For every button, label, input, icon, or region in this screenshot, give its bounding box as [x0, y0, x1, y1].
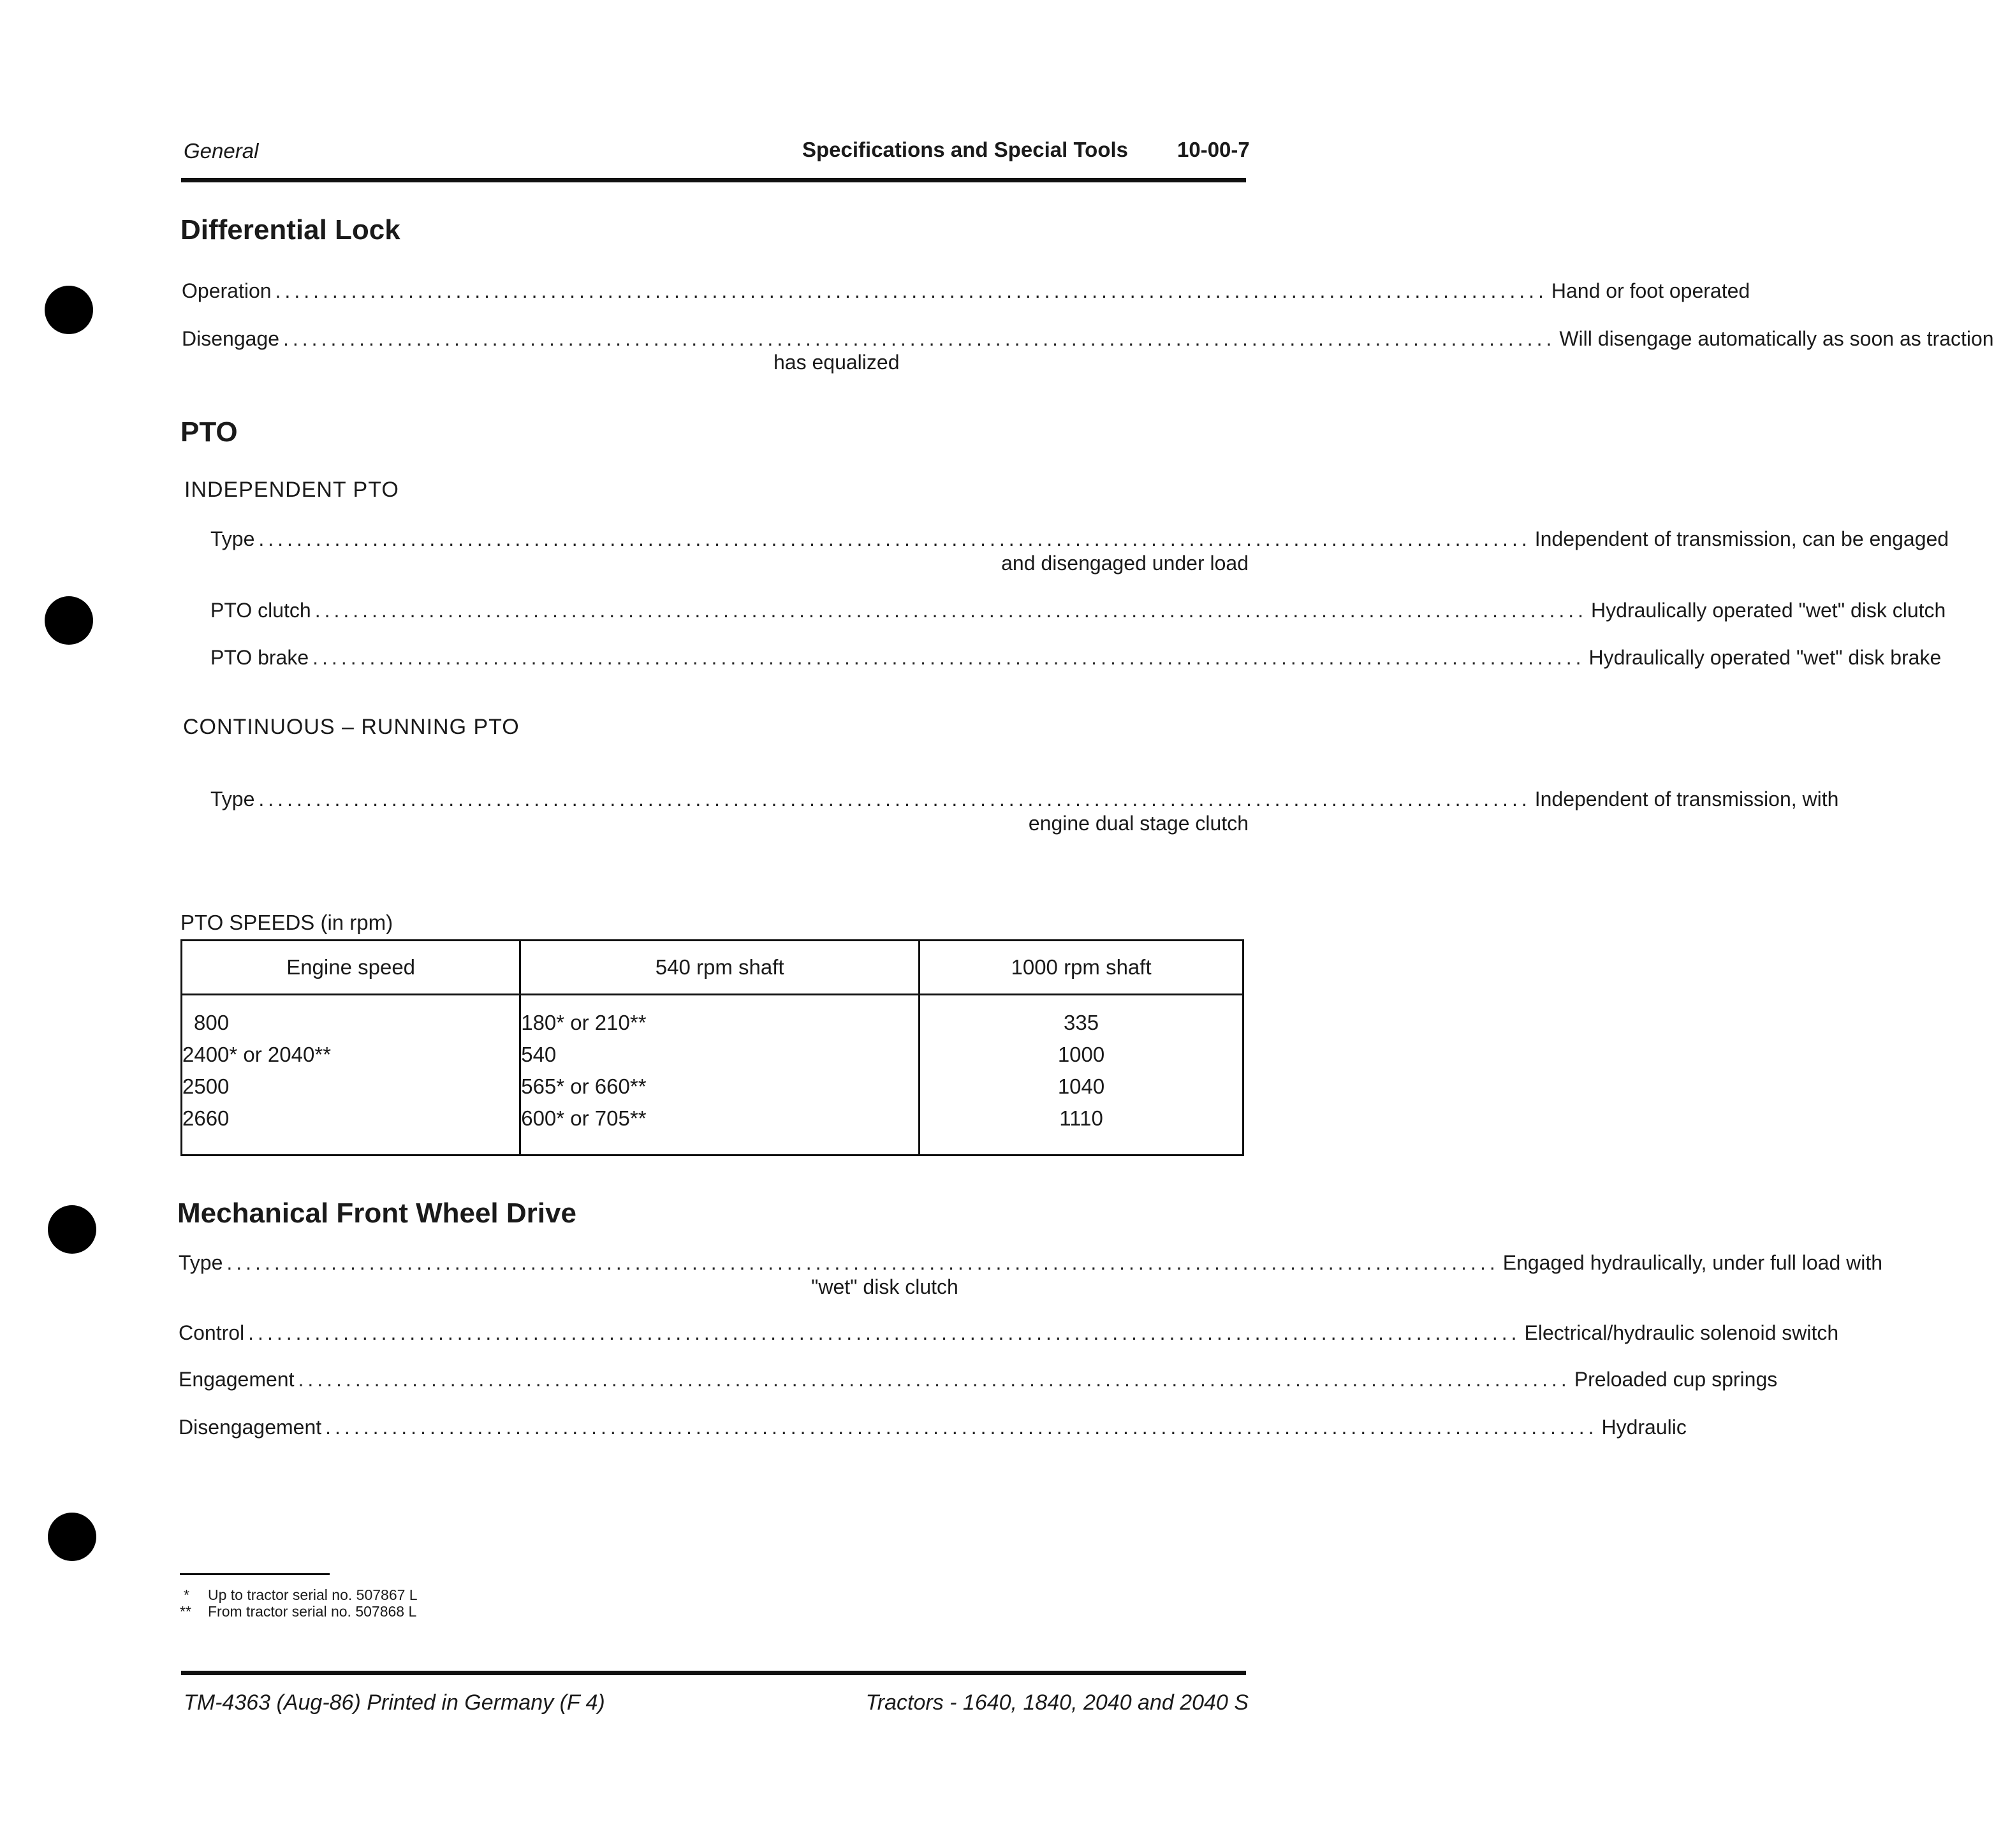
table-cell: 540	[521, 1043, 557, 1066]
spec-row-mfwd-type	[179, 1250, 1883, 1275]
spec-value: Hydraulically operated "wet" disk clutch	[1591, 599, 1946, 622]
spec-row-disengagement	[179, 1415, 1687, 1439]
spec-value: Hydraulic	[1601, 1416, 1687, 1439]
spec-label: Control	[179, 1321, 245, 1344]
table-cell: 1040	[1057, 1074, 1105, 1098]
table-cell: 2400* or 2040**	[182, 1043, 332, 1066]
column-header-1000-shaft: 1000 rpm shaft	[920, 941, 1243, 995]
spec-value: Will disengage automatically as soon as traction	[1559, 327, 1994, 350]
subheading-independent-pto: INDEPENDENT PTO	[184, 478, 399, 502]
footer-rule	[181, 1671, 1246, 1675]
spec-label: Operation	[182, 279, 272, 302]
table-cell: 600* or 705**	[521, 1106, 647, 1130]
leader-dots: ......................................................................................................................................	[312, 646, 1585, 669]
shaft-540-cell	[520, 995, 920, 1155]
punch-hole	[45, 596, 93, 645]
table-cell: 180* or 210**	[521, 1011, 647, 1034]
spec-label: Engagement	[179, 1368, 295, 1391]
spec-row-operation	[182, 279, 1750, 303]
spec-label: PTO clutch	[210, 599, 311, 622]
footnote-mark: *	[184, 1587, 189, 1603]
spec-label: Disengagement	[179, 1416, 322, 1439]
spec-value-continued: has equalized	[773, 351, 900, 374]
leader-dots: ......................................................................................................................................	[226, 1251, 1499, 1274]
spec-label: PTO brake	[210, 646, 309, 669]
header-title: Specifications and Special Tools	[802, 138, 1129, 161]
punch-hole	[48, 1513, 96, 1561]
pto-speeds-table	[180, 939, 1244, 1156]
table-cell: 800	[194, 1011, 230, 1034]
punch-hole	[45, 286, 93, 334]
spec-row-pto-brake	[210, 645, 1942, 670]
footer-left: TM-4363 (Aug-86) Printed in Germany (F 4)	[184, 1690, 605, 1715]
spec-value: Hydraulically operated "wet" disk brake	[1588, 646, 1942, 669]
leader-dots: ......................................................................................................................................	[248, 1321, 1521, 1344]
footnote-text: Up to tractor serial no. 507867 L	[208, 1587, 418, 1603]
spec-value: Engaged hydraulically, under full load with	[1502, 1251, 1883, 1274]
spec-row-independent-type	[210, 527, 1949, 551]
spec-row-pto-clutch	[210, 598, 1946, 622]
section-heading-mfwd: Mechanical Front Wheel Drive	[177, 1198, 576, 1229]
spec-label: Type	[210, 788, 255, 810]
footnote-mark: **	[180, 1603, 191, 1620]
footer-right: Tractors - 1640, 1840, 2040 and 2040 S	[865, 1690, 1249, 1715]
table-cell: 565* or 660**	[521, 1074, 647, 1098]
engine-speed-cell	[182, 995, 520, 1155]
spec-row-control	[179, 1321, 1839, 1345]
table-caption: PTO SPEEDS (in rpm)	[180, 911, 393, 934]
spec-value: Preloaded cup springs	[1574, 1368, 1778, 1391]
column-header-engine-speed: Engine speed	[182, 941, 520, 995]
footnote	[184, 1587, 418, 1604]
footnote	[180, 1603, 416, 1620]
spec-value: Independent of transmission, can be engaged	[1534, 527, 1949, 550]
spec-value: Electrical/hydraulic solenoid switch	[1524, 1321, 1839, 1344]
table-cell: 2660	[182, 1106, 230, 1130]
section-heading-differential-lock: Differential Lock	[180, 214, 400, 246]
table-cell: 335	[1064, 1011, 1099, 1034]
footnote-rule	[180, 1573, 330, 1575]
shaft-1000-cell	[920, 995, 1243, 1155]
header-section: General	[184, 139, 259, 163]
spec-value-continued: and disengaged under load	[1001, 552, 1249, 575]
footnote-text: From tractor serial no. 507868 L	[208, 1603, 417, 1620]
table-cell: 1110	[1059, 1106, 1103, 1130]
column-header-540-shaft: 540 rpm shaft	[520, 941, 920, 995]
spec-row-disengage	[182, 326, 1994, 351]
spec-row-engagement	[179, 1367, 1778, 1391]
spec-label: Type	[179, 1251, 223, 1274]
leader-dots: ......................................................................................................................................	[314, 599, 1588, 622]
leader-dots: ......................................................................................................................................	[275, 279, 1548, 302]
page-number: 10-00-7	[1177, 138, 1250, 161]
spec-row-continuous-type	[210, 787, 1839, 811]
table-cell: 1000	[1057, 1043, 1105, 1066]
leader-dots: ......................................................................................................................................	[298, 1368, 1571, 1391]
leader-dots: ......................................................................................................................................	[258, 788, 1531, 810]
leader-dots: ......................................................................................................................................	[325, 1416, 1598, 1439]
leader-dots: ......................................................................................................................................	[258, 527, 1531, 550]
subheading-continuous-pto: CONTINUOUS – RUNNING PTO	[183, 715, 520, 739]
spec-value-continued: "wet" disk clutch	[811, 1275, 958, 1298]
table-cell: 2500	[182, 1074, 230, 1098]
spec-value: Independent of transmission, with	[1534, 788, 1839, 810]
section-heading-pto: PTO	[180, 416, 238, 448]
spec-label: Type	[210, 527, 255, 550]
punch-hole	[48, 1205, 96, 1254]
table-body-row	[182, 995, 1243, 1155]
header-rule	[181, 178, 1246, 182]
leader-dots: ......................................................................................................................................	[283, 327, 1556, 350]
spec-value: Hand or foot operated	[1551, 279, 1750, 302]
spec-label: Disengage	[182, 327, 279, 350]
spec-value-continued: engine dual stage clutch	[1028, 812, 1249, 835]
table-header-row	[182, 941, 1243, 995]
